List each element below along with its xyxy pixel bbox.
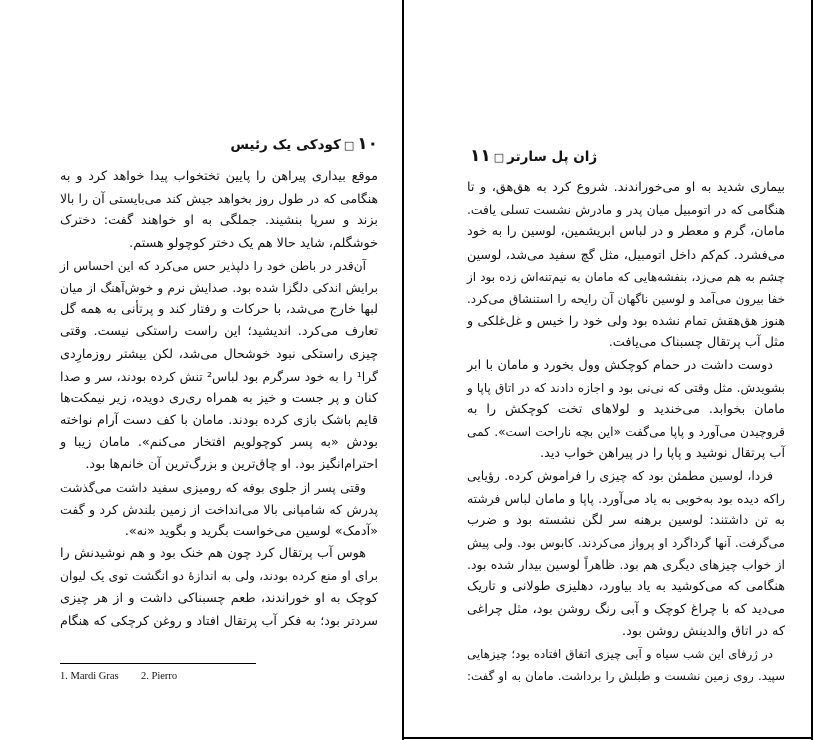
text-line: بزند و سرپا بنشیند. جملگی به او خواهند گفت: دخترک — [60, 213, 378, 229]
text-line: که در اتاق والدینش روشن بود. — [622, 623, 785, 639]
text-line: می‌فشرد. کم‌کم داخل اتومبیل، مثل گچ سفید می‌شد، لوسین — [467, 246, 785, 262]
text-line: می‌دید که با چراغ کوچک و آبی رنگ روشن بود، مثل چراغی — [467, 601, 785, 617]
text-line: کوچک به او خوراندند، طعم چسبناکی داشت و از هر چیزی — [60, 590, 378, 606]
right-running-head — [470, 146, 690, 166]
text-line: لبها خارج می‌شد، با حرکات و رفتار کند و پرتأنی به همه گل — [60, 302, 378, 318]
text-line: قروچیدن می‌آورد و پاپا می‌گفت «این بچه ناراحت است». کمی — [467, 425, 785, 440]
footnote-rule — [60, 663, 256, 664]
page-edge-right — [811, 0, 813, 740]
footnote-1: 1. Mardi Gras — [60, 671, 119, 682]
page-divider — [402, 0, 404, 740]
text-line: می‌گرفت. آنها گرداگرد او پرواز می‌کردند. کابوس بود. ولی پیش — [467, 536, 785, 550]
text-line: هنگامی که در طول روز بخواهد جیش کند می‌بایستی آن را بالا — [60, 192, 378, 207]
text-line: آن‌قدر در باطن خود را دلپذیر حس می‌کرد که این احساس از — [60, 258, 366, 273]
text-line: هنگامی که در اتومبیل میان پدر و مادرش نشست تسلی یافت. — [467, 203, 785, 218]
page-edge-bottom — [402, 737, 813, 739]
text-line: خفا بیرون می‌آمد و لوسین ناگهان آن رایحه را استنشاق می‌کرد. — [467, 291, 785, 306]
text-line: در ژرفای این شب سیاه و آبی چیزی اتفاق افتاده بود؛ چیزهایی — [467, 646, 773, 661]
text-line: وقتی پسر از جلوی بوفه که رومیزی سفید داشت می‌گذشت — [60, 480, 366, 495]
left-page-text — [60, 166, 378, 632]
text-line: به تن داشتند: لوسین برهنه سر لگن نشسته بود و ضرب — [467, 512, 785, 528]
text-line: بشویدش. مثل وقتی که نی‌نی بود و اجازه دادند که در اتاق پاپا و — [467, 380, 785, 395]
page-number: ۱۰ — [357, 134, 378, 154]
header-separator: □ — [343, 139, 355, 152]
text-line: کنان و پر جست و خیز به همراه ری‌ری دویده، زیر نیمکت‌ها — [60, 390, 378, 406]
text-line: مامان، گرم و معطر و در لباس ابریشمین، لوسین را به خود — [467, 224, 785, 240]
chapter-title: کودکی یک رئیس — [230, 137, 341, 153]
text-line: موقع بیداری پیراهن را پایین تختخواب پیدا خواهد کرد و به — [60, 169, 378, 184]
text-line: آب پرتقال نوشید و پاپا را در پیراهن خواب دید. — [540, 446, 785, 462]
left-running-head — [190, 134, 378, 154]
author-name: ژان پل سارتر — [507, 149, 598, 165]
text-line: هنگامی که می‌کوشید به یاد بیاورد، دهلیزی طولانی و تاریک — [467, 579, 785, 595]
text-line: خوشگلم، شاید حالا هم یک دختر کوچولو هستم. — [129, 235, 378, 251]
footnote-2: 2. Pierro — [141, 671, 178, 682]
text-line: تعارف می‌کرد. اندیشید؛ این راست راستکی نیست. وقتی — [60, 324, 378, 340]
text-line: چیزی راستکی نبود خوشحال می‌شد، لکن بیشتر روزمارِدی — [60, 346, 378, 362]
text-line: از خواب چیزهای دیگری هم بود. ظاهراً لوسین بیدار شده بود. — [467, 557, 785, 573]
text-line: «آدمک» لوسین می‌خواست بگرید و بگوید «نه». — [124, 524, 378, 539]
text-line: هنوز هق‌هقش تمام نشده بود ولی خود را خیس و غل‌غلکی و — [467, 313, 785, 329]
text-line: برایش اندکی دلگزا شده بود. صدایش نرم و خوش‌آهنگ از میان — [60, 280, 378, 295]
text-line: بیماری شدید به او می‌خوراندند. شروع کرد به هق‌هق، و تا — [467, 180, 785, 195]
right-page-text — [467, 177, 785, 687]
text-line: مامان بخوابد. می‌خندید و لولاهای تخت کوچکش را به — [467, 401, 785, 417]
text-line: مثل آب پرتقال چسبناک می‌یافت. — [608, 335, 785, 351]
header-separator: □ — [493, 151, 505, 164]
text-line: احترام‌انگیز بود. او چاق‌ترین و بزرگ‌ترین آن خانم‌ها بود. — [85, 457, 378, 473]
text-line: چشم به هم می‌زد، بنفشه‌هایی که مامان به نیم‌تنه‌اش زده بود از — [467, 269, 785, 284]
text-line: قایم باشک بازی کرده بودند. مامان با کف دست آرام نواخته — [60, 413, 378, 429]
text-line: گرا¹ را به خود سرگرم بود لباس² تنش کرده بودند، سر و صدا — [60, 368, 378, 384]
text-line: سپید. روی زمین نشست و طبلش را برداشت. مامان به او گفت: — [467, 669, 785, 684]
page-number: ۱۱ — [470, 146, 491, 166]
text-line: هوس آب پرتقال کرد چون هم خنک بود و هم نوشیدنش را — [60, 546, 366, 562]
text-line: دوست داشت در حمام کوچکش وول بخورد و مامان با ابر — [467, 357, 773, 373]
text-line: برای او منع کرده بودند، ولی به اندازهٔ دو انگشت توی یک لیوان — [60, 569, 378, 584]
text-line: راکه دیده بود به‌خوبی به یاد می‌آورد. پاپا و مامان لباس فرشته — [467, 491, 785, 506]
text-line: سردتر بود؛ به فکر آب پرتقال افتاد و روغن کرچکی که هنگام — [60, 612, 378, 628]
text-line: بودش «به پسر کوچولویم افتخار می‌کنم». مامان زیبا و — [60, 435, 378, 451]
text-line: فردا، لوسین مطمئن بود که چیزی را فراموش کرده. رؤیایی — [467, 469, 773, 484]
text-line: پدرش که شامپانی بالا می‌انداخت از زمین بلندش کرد و گفت — [60, 501, 378, 517]
